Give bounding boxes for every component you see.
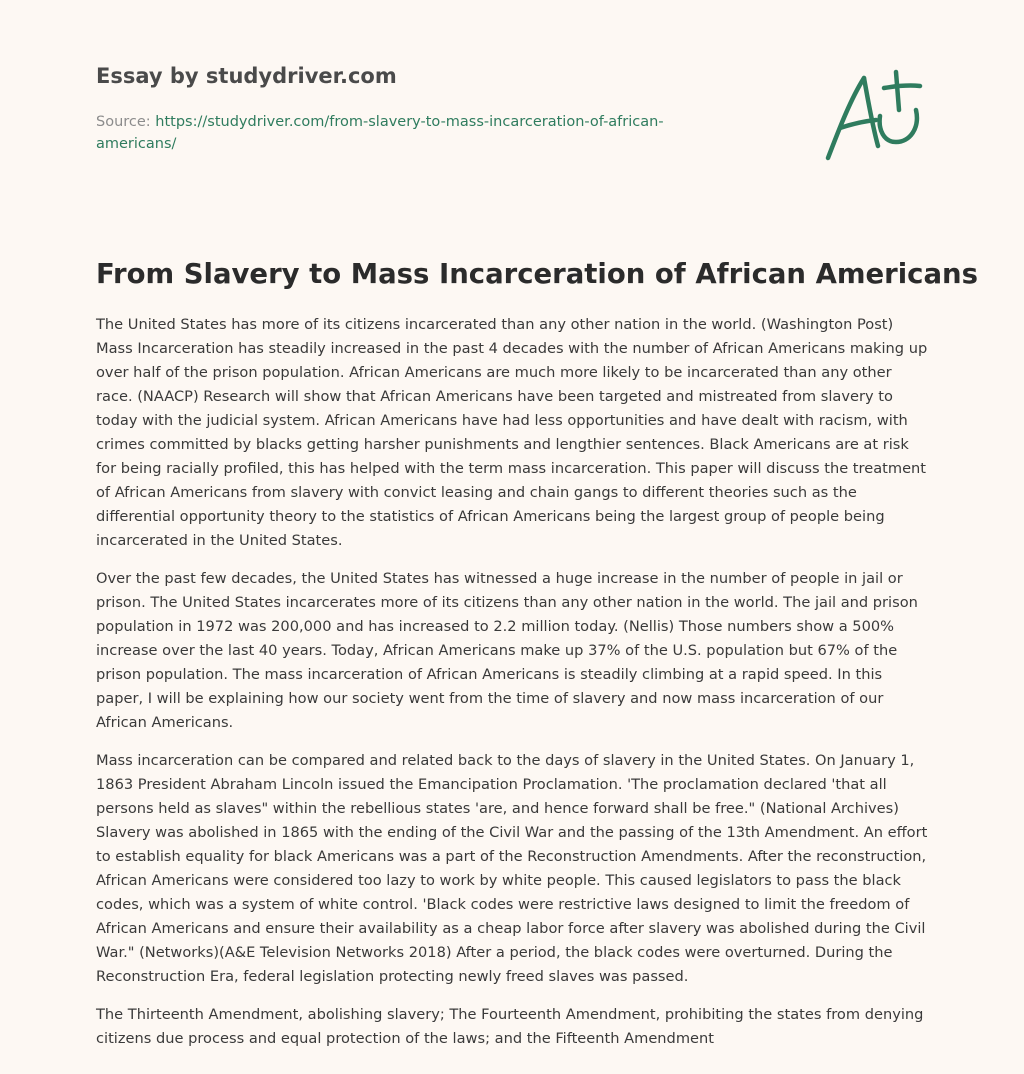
essay-paragraph: Over the past few decades, the United States has witnessed a huge increase in the number of people in jail or prison. The United States incarcerates more of its citizens than any other nation in the world. The jail and prison population in 1972 was 200,000 and has increased to 2.2 million today. (Nellis) Those numbers show a 500% increase over the last 40 years. Today, African Americans make up 37% of the U.S. population but 67% of the prison population. The mass incarceration of African Americans is steadily climbing at a rapid speed. In this paper, I will be explaining how our society went from the time of slavery and now mass incarceration of our African Americans. <box>96 570 918 731</box>
source-link[interactable]: https://studydriver.com/from-slavery-to-mass-incarceration-of-african-americans/ <box>96 114 664 152</box>
source-line <box>96 111 696 155</box>
essay-body <box>96 313 930 1065</box>
essay-page <box>96 0 978 1047</box>
a-plus-logo-icon <box>822 66 928 166</box>
essay-paragraph: Mass incarceration can be compared and related back to the days of slavery in the United States. On January 1, 1863 President Abraham Lincoln issued the Emancipation Proclamation. 'The proclamation declared 'that all persons held as slaves" within the rebellious states 'are, and hence forward shall be free." (National Archives) Slavery was abolished in 1865 with the ending of the Civil War and the passing of the 13th Amendment. An effort to establish equality for black Americans was a part of the Reconstruction Amendments. After the reconstruction, African Americans were considered too lazy to work by white people. This caused legislators to pass the black codes, which was a system of white control. 'Black codes were restrictive laws designed to limit the freedom of African Americans and ensure their availability as a cheap labor force after slavery was abolished during the Civil War." (Networks)(A&E Television Networks 2018) After a period, the black codes were overturned. During the Reconstruction Era, federal legislation protecting newly freed slaves was passed. <box>96 752 928 985</box>
essay-paragraph: The United States has more of its citizens incarcerated than any other nation in the world. (Washington Post) Mass Incarceration has steadily increased in the past 4 decades with the number of African Americans making up over half of the prison population. African Americans are much more likely to be incarcerated than any other race. (NAACP) Research will show that African Americans have been targeted and mistreated from slavery to today with the judicial system. African Americans have had less opportunities and have dealt with racism, with crimes committed by blacks getting harsher punishments and lengthier sentences. Black Americans are at risk for being racially profiled, this has helped with the term mass incarceration. This paper will discuss the treatment of African Americans from slavery with convict leasing and chain gangs to different theories such as the differential opportunity theory to the statistics of African Americans being the largest group of people being incarcerated in the United States. <box>96 316 928 549</box>
essay-title: From Slavery to Mass Incarceration of African Americans <box>96 258 978 290</box>
site-brand: Essay by studydriver.com <box>96 64 397 88</box>
page-header <box>96 0 928 200</box>
essay-paragraph: The Thirteenth Amendment, abolishing slavery; The Fourteenth Amendment, prohibiting the states from denying citizens due process and equal protection of the laws; and the Fifteenth Amendment <box>96 1006 924 1047</box>
source-label: Source: <box>96 114 151 130</box>
